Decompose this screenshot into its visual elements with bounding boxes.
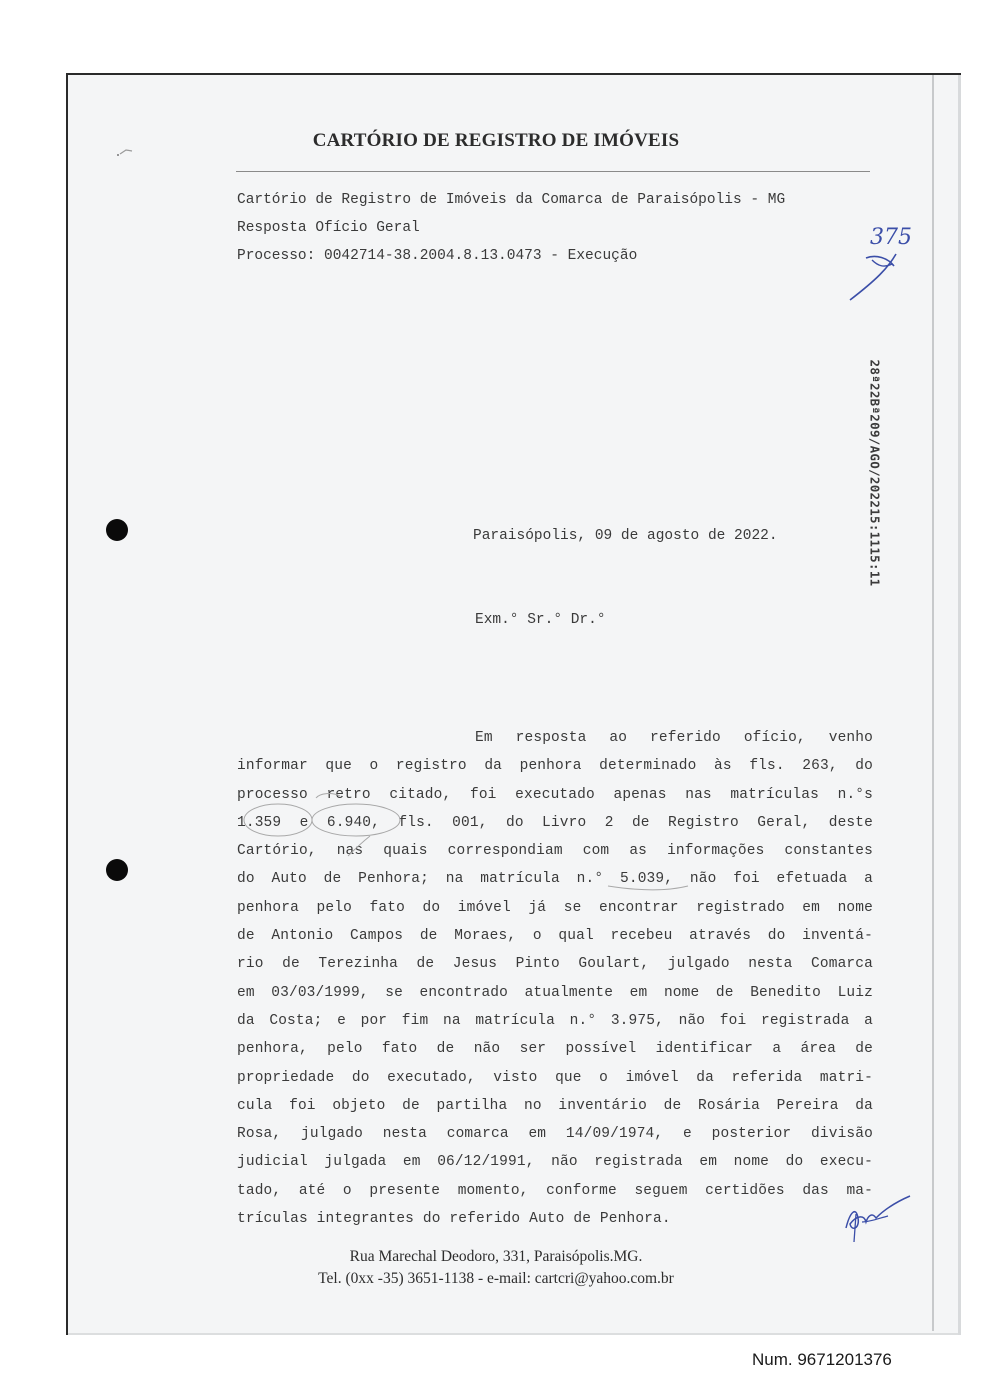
body-line: da Costa; e por fim na matrícula n.° 3.975, não foi registrada a xyxy=(237,1012,873,1029)
body-line: em 03/03/1999, se encontrado atualmente em nome de Benedito Luiz xyxy=(237,984,873,1001)
signature xyxy=(836,1188,916,1248)
footer-address: Rua Marechal Deodoro, 331, Paraisópolis.MG. xyxy=(349,1248,643,1265)
body-line: propriedade do executado, visto que o imóvel da referida matri- xyxy=(237,1069,873,1086)
body-line: Em resposta ao referido ofício, venho xyxy=(475,730,873,746)
punch-hole-bottom xyxy=(106,859,128,881)
body-line: processo retro citado, foi executado apenas nas matrículas n.°s xyxy=(237,786,873,803)
date-line: Paraisópolis, 09 de agosto de 2022. xyxy=(473,528,778,544)
page-fold-edge xyxy=(932,75,934,1331)
protocol-stamp: 28ª22Bª209/AGO/202215:1115:11 xyxy=(867,359,883,586)
body-line: judicial julgada em 06/12/1991, não registrada em nome do execu- xyxy=(237,1154,873,1171)
letterhead-divider xyxy=(236,171,870,172)
footer-contact: Tel. (0xx -35) 3651-1138 - e-mail: cartcri@yahoo.com.br xyxy=(318,1270,674,1287)
body-line: penhora pelo fato do imóvel já se encontrar registrado em nome xyxy=(237,899,873,916)
body-line: tado, até o presente momento, conforme seguem certidões das ma- xyxy=(237,1182,873,1199)
body-line: de Antonio Campos de Moraes, o qual recebeu através do inventá- xyxy=(237,928,873,945)
body-line: Cartório, nas quais correspondiam com as informações constantes xyxy=(237,843,873,860)
body-line: penhora, pelo fato de não ser possível identificar a área de xyxy=(237,1041,873,1058)
body-line: trículas integrantes do referido Auto de Penhora. xyxy=(237,1211,671,1228)
body-line: Rosa, julgado nesta comarca em 14/09/1974, e posterior divisão xyxy=(237,1126,873,1143)
pencil-annotations xyxy=(220,790,920,900)
body-line: rio de Terezinha de Jesus Pinto Goulart, julgado nesta Comarca xyxy=(237,956,873,973)
document-number: Num. 9671201376 xyxy=(752,1350,892,1369)
header-line-subject: Resposta Ofício Geral xyxy=(237,220,420,236)
header-line-process: Processo: 0042714-38.2004.8.13.0473 - Execução xyxy=(237,248,638,264)
body-line: informar que o registro da penhora determinado às fls. 263, do xyxy=(237,758,873,775)
body-line: 1.359 e 6.940, fls. 001, do Livro 2 de Registro Geral, deste xyxy=(237,814,873,831)
body-line: cula foi objeto de partilha no inventário de Rosária Pereira da xyxy=(237,1097,873,1114)
handwritten-page-number xyxy=(836,214,926,306)
body-line: do Auto de Penhora; na matrícula n.° 5.039, não foi efetuada a xyxy=(237,871,873,888)
svg-text:375: 375 xyxy=(870,225,912,250)
salutation: Exm.° Sr.° Dr.° xyxy=(475,612,606,628)
header-line-registry: Cartório de Registro de Imóveis da Comarca de Paraisópolis - MG xyxy=(237,192,786,208)
punch-hole-top xyxy=(106,519,128,541)
letterhead-title: CARTÓRIO DE REGISTRO DE IMÓVEIS xyxy=(312,130,680,151)
